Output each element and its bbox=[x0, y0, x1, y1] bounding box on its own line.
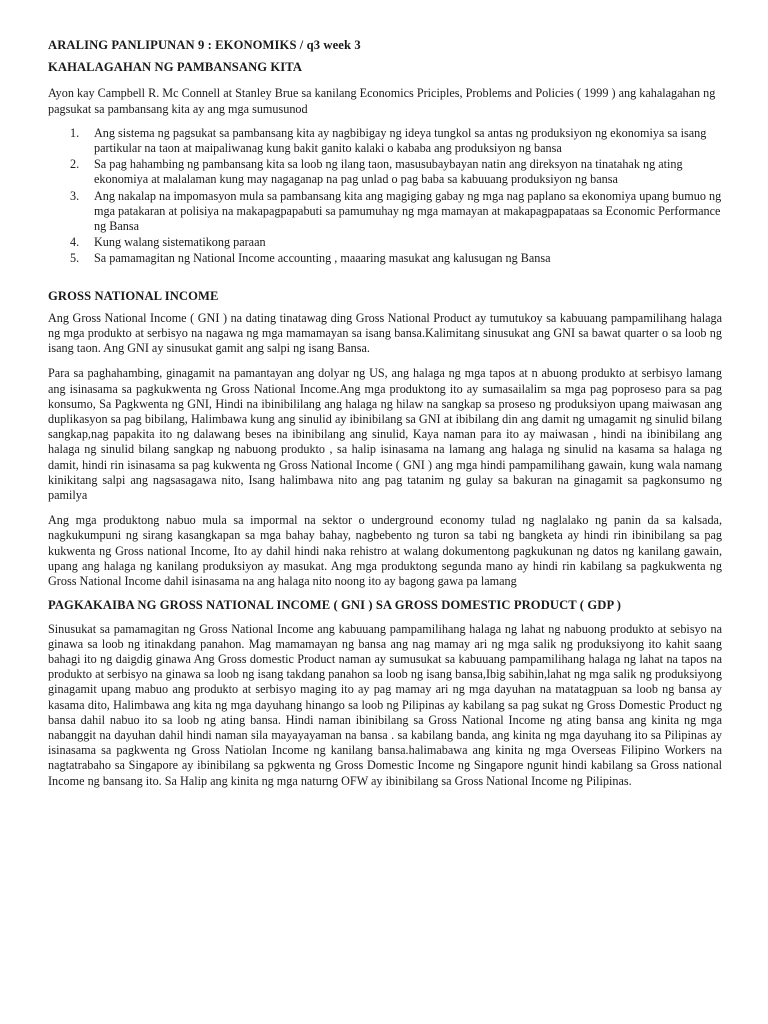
section-heading-kahalagahan: KAHALAGAHAN NG PAMBANSANG KITA bbox=[48, 60, 303, 75]
list-item-text: Ang nakalap na impomasyon mula sa pambansang kita ang magiging gabay ng mga nag paplano sa ekonomiya upang bumuo ng mga patakaran at polisiya na makapagpapabuti sa pamumuhay ng mga mamayan at makapagpapataas sa Economic Performance ng Bansa bbox=[94, 188, 722, 234]
list-item bbox=[48, 251, 722, 266]
list-item-number: 1. bbox=[70, 125, 80, 140]
gni-paragraph-1: Ang Gross National Income ( GNI ) na dating tinatawag ding Gross National Product ay tumutukoy sa kabuuang pampamilihang halaga ng mga produkto at serbisyo na nagawa ng mga mamamayan sa isang bansa.Kalimitang sinusukat ang GNI sa bawat quarter o sa loob ng isang taon. Ang GNI ay sinusukat gamit ang salpi ng isang Bansa. bbox=[48, 310, 722, 356]
list-item bbox=[48, 235, 722, 250]
list-item bbox=[48, 189, 722, 235]
gni-paragraph-2: Para sa paghahambing, ginagamit na pamantayan ang dolyar ng US, ang halaga ng mga tapos at n abuong produkto at serbisyo lamang ang isinasama sa pagkukwenta ng Gross National Income.Ang mga produktong ito ay sumasailalim sa mga pag poproseso para sa pag konsumo, Sa Pagkwenta ng GNI, Hindi na ibinibililang ang halaga ng hilaw na sangkap sa proseso ng produksiyon upang maiwasan ang duplikasyon sa pag bibilang, Halimbawa kung ang sinulid ay ibinibilang sa GNI at ibibilang din ang damit ng umagamit ng sinulid bilang sangkap,nag papakita ito ng dalawang beses na ibinibilang ang sinulid, Kaya naman para ito ay maiwasan , hindi na ibinibilang ang halaga ng sinulid bilang sangkap ng nabuong produkto , sa halip isinasama na lamang ang halaga ng sinulid na kasama sa halaga ng damit, hindi rin isinasama sa pag kukwenta ng Gross National Income ( GNI ) ang mga hindi pampamilihang gawain, kung wala namang kinikitang salpi ang nagsasagawa nito, Isang halimbawa nito ang pag tatanim ng gulay sa bakuran na ginagamit sa pagkonsumo ng pamilya bbox=[48, 366, 722, 503]
list-item-number: 4. bbox=[70, 235, 80, 250]
list-item-number: 3. bbox=[70, 188, 80, 203]
list-item bbox=[48, 126, 722, 156]
section-heading-gni: GROSS NATIONAL INCOME bbox=[48, 288, 219, 303]
list-item-text: Sa pag hahambing ng pambansang kita sa loob ng ilang taon, masusubaybayan natin ang direksyon na tinatahak ng ating ekonomiya at malalaman kung may nagaganap na pag unlad o pag baba sa kabuuang produksiyon ng bansa bbox=[94, 157, 683, 187]
list-item bbox=[48, 157, 722, 187]
document-title: ARALING PANLIPUNAN 9 : EKONOMIKS / q3 week 3 bbox=[48, 38, 361, 52]
document-page bbox=[48, 38, 722, 789]
list-item-number: 5. bbox=[70, 251, 80, 266]
list-item-text: Sa pamamagitan ng National Income accounting , maaaring masukat ang kalusugan ng Bansa bbox=[94, 251, 551, 266]
list-item-text: Kung walang sistematikong paraan bbox=[94, 235, 266, 250]
gni-paragraph-3: Ang mga produktong nabuo mula sa impormal na sektor o underground economy tulad ng naglalako ng panin da sa kalsada, nagkukumpuni ng sirang kasangkapan sa mga bahay bahay, nagbebento ng turon sa tabi ng bangketa ay hindi rin ibinibilang sa pag kukwenta ng Gross national Income, Ito ay dahil hindi naka rehistro at walang dokumentong pagkukunan ng datos ng kanilang gawain, upang ang halaga ng kanilang produksiyon ay masukat. Ang mga produktong segunda mano ay hindi rin kabilang sa pagkukwenta ng Gross National Income dahil isinasama na ang halaga nito noong ito ay bagong gawa pa lamang bbox=[48, 513, 722, 589]
importance-list bbox=[48, 126, 722, 267]
list-item-number: 2. bbox=[70, 157, 80, 172]
section-heading-gni-vs-gdp: PAGKAKAIBA NG GROSS NATIONAL INCOME ( GNI ) SA GROSS DOMESTIC PRODUCT ( GDP ) bbox=[48, 598, 622, 613]
intro-paragraph: Ayon kay Campbell R. Mc Connell at Stanley Brue sa kanilang Economics Priciples, Problems and Policies ( 1999 ) ang kahalagahan ng pagsukat sa pambansang kita ay ang mga sumusunod bbox=[48, 86, 716, 116]
list-item-text: Ang sistema ng pagsukat sa pambansang kita ay nagbibigay ng ideya tungkol sa antas ng produksiyon ng ekonomiya sa isang partikular na taon at maipaliwanag kung bakit ganito kalaki o kababa ang produksiyon ng bansa bbox=[94, 125, 707, 156]
gni-vs-gdp-paragraph: Sinusukat sa pamamagitan ng Gross National Income ang kabuuang pampamilihang halaga ng lahat ng nabuong produkto at sebisyo na ginawa sa loob ng itinakdang panahon. Mag mamamayan ng bansa ang nag mamay ari ng mga salik ng produksiyong ito kahit saang bahagi ito ng daigdig ginawa Ang Gross domestic Product naman ay sumusukat sa kabuuang pampamilihang halaga ng lahat na tapos na produkto at serbisyo na ginawa sa loob ng isang takdang panahon sa loob ng isang bansa,Ibig sabihin,lahat ng mga salik ng produksiyong ginagamit upang mabuo ang produkto at serbisyo maging ito ay pag mamay ari ng mga dayuhan na matatagpuan sa loob ng bansa ay kasama dito, Halimbawa ang kita ng mga dayuhang hinango sa loob ng Pilipinas ay kabilang sa pag sukat ng Gross Domestic Product ng bansa dahil nabuo ito sa loob ng ating bansa. Hindi naman ibinibilang sa Gross National Income ng ating bansa ang kinita ng mga nabanggit na dayuhan dahil hindi naman sila mayayayaman na bansa . sa kabilang banda, ang kinita ng mga dayuhang ito sa Pilipinas ay isinasama sa pagkwenta ng Gross Natiolan Income ng kanilang bansa.halimabawa ang kinita ng mga Overseas Filipino Workers na nagtatrabaho sa Singapore ay ibinibilang sa pgkwenta ng Gross Domestic Income ng Singapore ngunit hindi kabilang sa Gross national Income ng bansang ito. Sa Halip ang kinita ng mga naturng OFW ay ibinibilang sa Gross National Income ng Pilipinas. bbox=[48, 621, 722, 788]
